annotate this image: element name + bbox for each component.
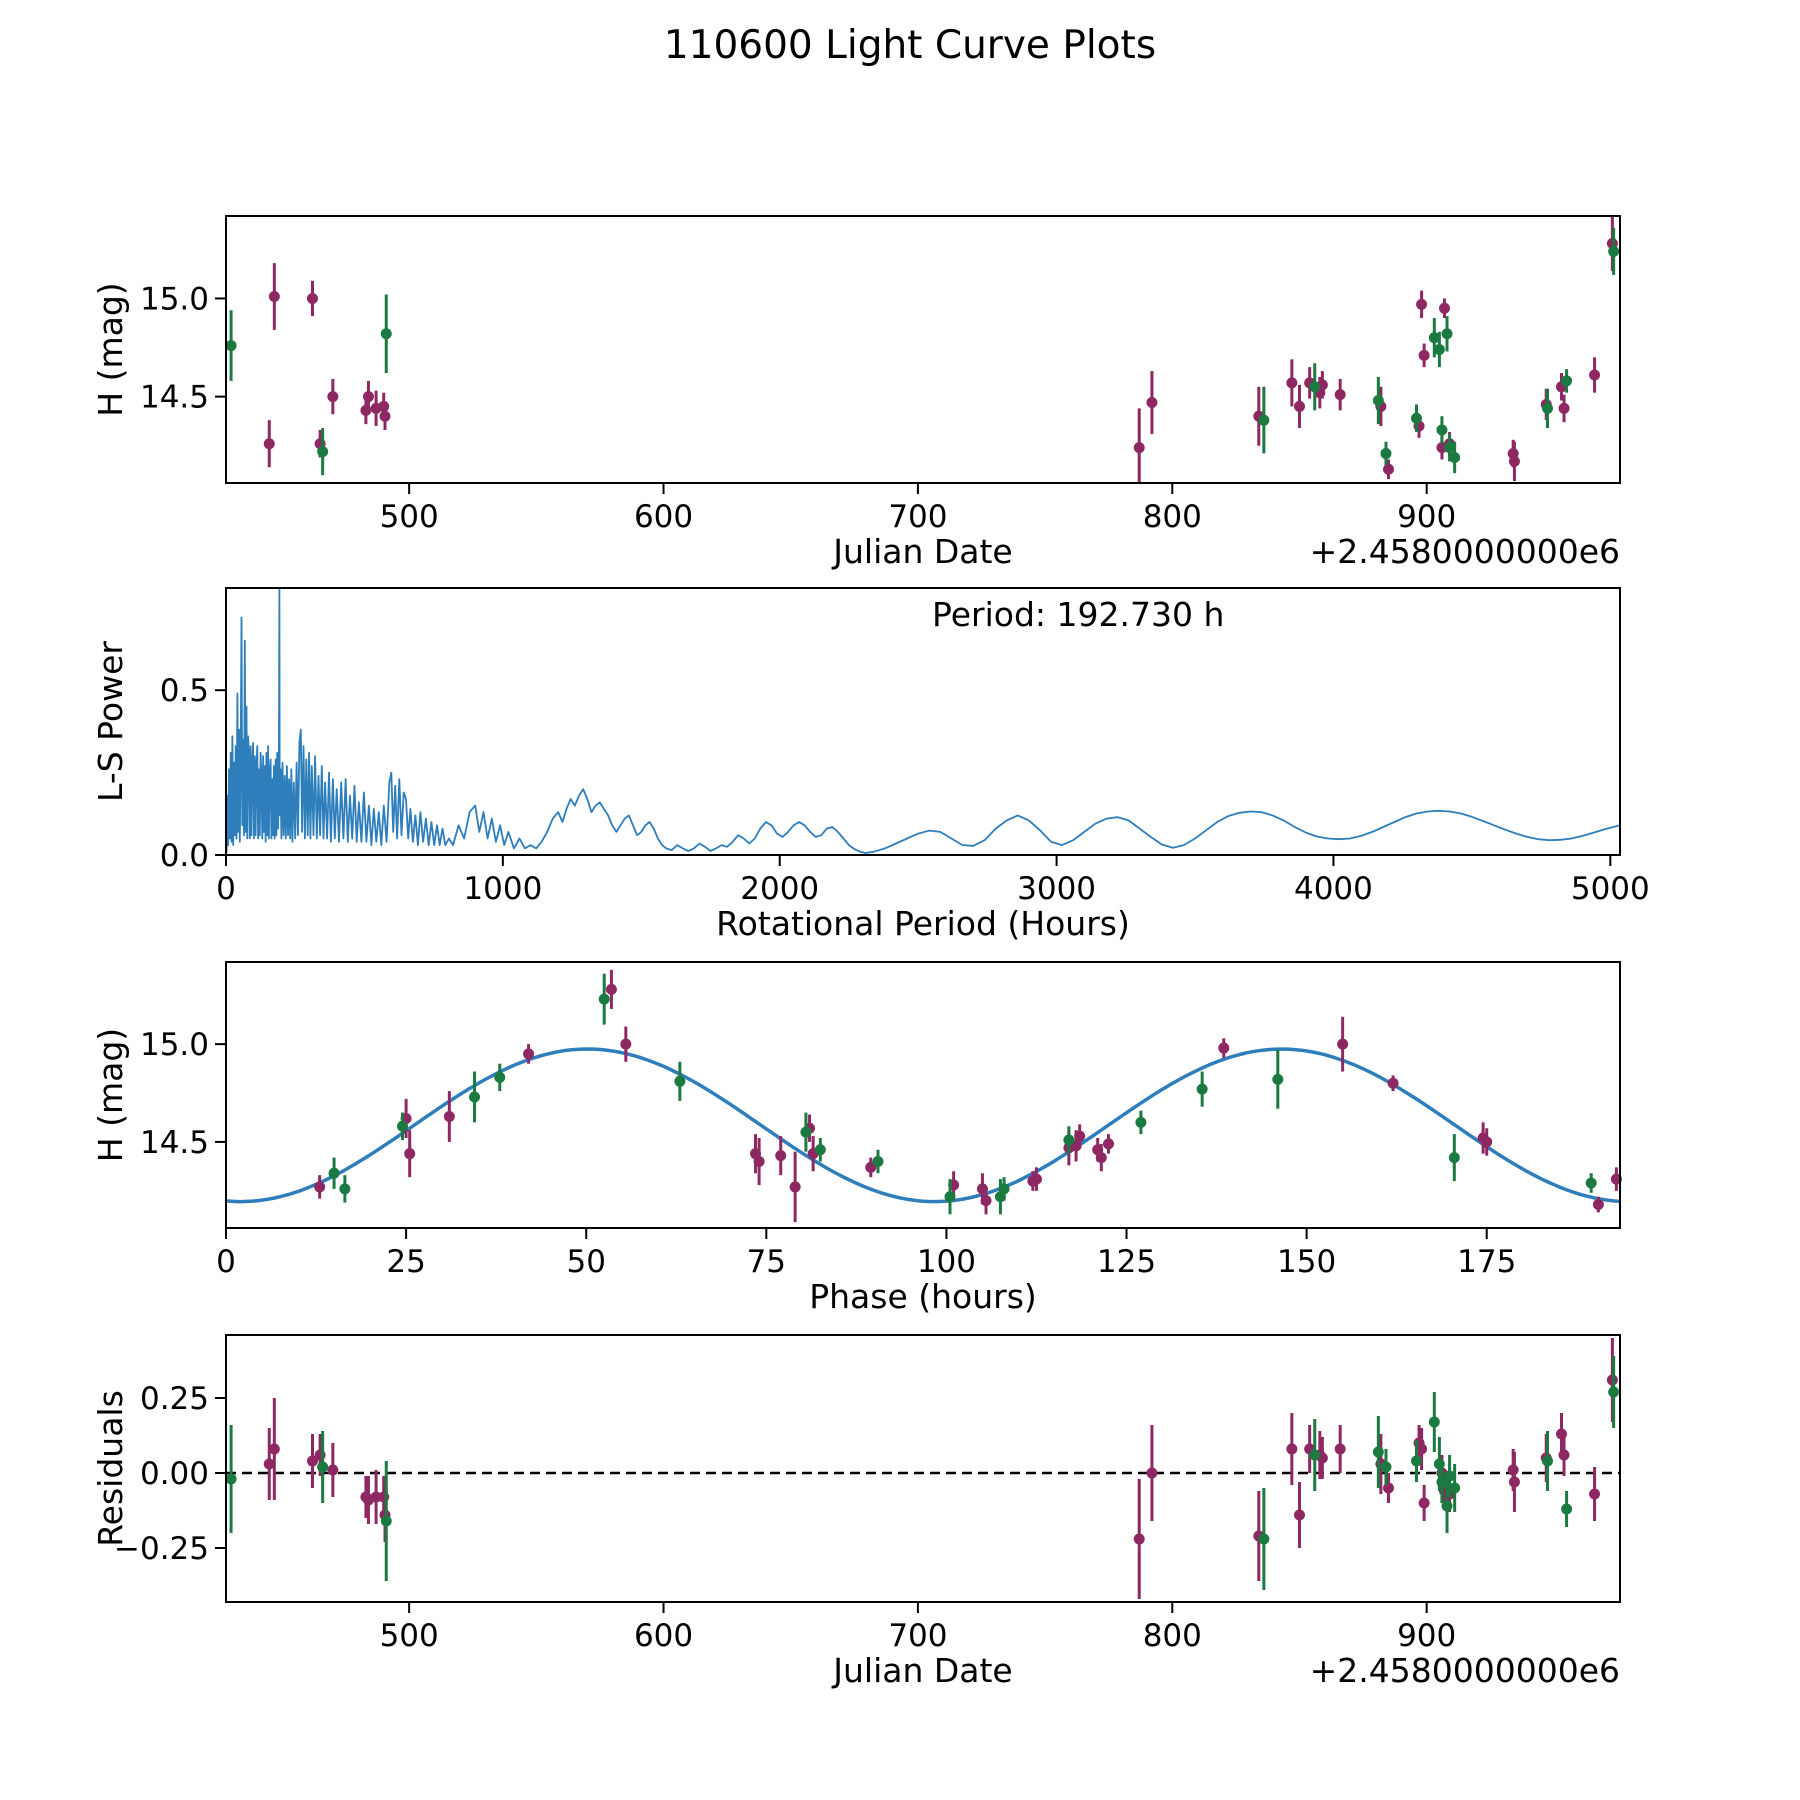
data-point — [381, 1516, 392, 1527]
x-tick-label: 900 — [1397, 1618, 1457, 1654]
x-tick-label: 900 — [1397, 499, 1457, 535]
data-point — [1542, 403, 1553, 414]
data-point — [1561, 1504, 1572, 1515]
data-point — [1309, 1450, 1320, 1461]
data-point — [1103, 1138, 1114, 1149]
data-point — [1419, 350, 1430, 361]
data-point — [1309, 381, 1320, 392]
data-point — [1509, 456, 1520, 467]
data-point — [1586, 1178, 1597, 1189]
data-point — [1063, 1134, 1074, 1145]
data-point — [1416, 299, 1427, 310]
x-tick-label: 600 — [633, 1618, 694, 1654]
x-axis — [216, 1228, 1516, 1280]
x-tick-label: 2000 — [740, 871, 820, 907]
data-point — [1134, 1534, 1145, 1545]
data-point — [1197, 1084, 1208, 1095]
x-tick-label: 600 — [633, 499, 694, 535]
data-point — [1449, 1483, 1460, 1494]
data-point — [1589, 370, 1600, 381]
x-tick-label: 500 — [379, 1618, 439, 1654]
data-point — [1481, 1136, 1492, 1147]
y-axis — [140, 281, 226, 415]
data-point — [1439, 303, 1450, 314]
y-axis — [160, 673, 226, 874]
x-tick-label: 500 — [379, 499, 439, 535]
series-observations-secondary — [226, 228, 1620, 475]
data-point — [1411, 1456, 1422, 1467]
data-point — [1411, 413, 1422, 424]
data-point — [1335, 389, 1346, 400]
x-axis — [380, 1602, 1457, 1654]
data-point — [1258, 1534, 1269, 1545]
x-tick-label: 25 — [386, 1244, 426, 1280]
y-tick-label: −0.25 — [114, 1531, 209, 1567]
figure-title: 110600 Light Curve Plots — [663, 23, 1157, 68]
x-tick-label: 50 — [566, 1244, 606, 1280]
x-tick-label: 125 — [1096, 1244, 1157, 1280]
x-axis — [216, 855, 1650, 907]
y-tick-label: 15.0 — [139, 1027, 209, 1064]
data-point — [1146, 397, 1157, 408]
data-point — [1135, 1117, 1146, 1128]
data-point — [1559, 403, 1570, 414]
y-axis-label: H (mag) — [91, 282, 130, 417]
y-tick-label: 0.25 — [139, 1381, 209, 1417]
x-tick-label: 5000 — [1570, 871, 1650, 907]
data-point — [945, 1191, 956, 1202]
periodogram-curve — [227, 588, 1620, 853]
data-point — [329, 1168, 340, 1179]
x-tick-label: 0 — [216, 1244, 236, 1280]
x-axis-offset-label: +2.4580000000e6 — [1309, 1651, 1620, 1690]
data-point — [264, 438, 275, 449]
y-tick-label: 14.5 — [139, 1124, 209, 1161]
data-point — [800, 1127, 811, 1138]
data-point — [1561, 375, 1572, 386]
plot-frame — [226, 216, 1620, 483]
panel-periodogram — [91, 588, 1650, 943]
y-tick-label: 0.5 — [159, 673, 209, 710]
data-point — [307, 293, 318, 304]
data-point — [1294, 1510, 1305, 1521]
x-tick-label: 1000 — [463, 871, 543, 907]
data-point — [754, 1156, 765, 1167]
y-axis-label: H (mag) — [91, 1027, 130, 1163]
data-point — [1383, 464, 1394, 475]
data-point — [872, 1156, 883, 1167]
x-tick-label: 75 — [746, 1244, 787, 1280]
x-tick-label: 3000 — [1017, 871, 1097, 907]
data-point — [1589, 1489, 1600, 1500]
data-point — [1134, 442, 1145, 453]
x-tick-label: 800 — [1142, 499, 1202, 535]
data-point — [317, 446, 328, 457]
data-point — [1593, 1199, 1604, 1210]
data-point — [815, 1144, 826, 1155]
plot-frame — [226, 1335, 1620, 1602]
data-point — [1335, 1444, 1346, 1455]
data-point — [674, 1076, 685, 1087]
data-point — [444, 1111, 455, 1122]
data-point — [381, 328, 392, 339]
data-point — [1436, 424, 1447, 435]
data-point — [1419, 1498, 1430, 1509]
x-tick-label: 700 — [888, 499, 948, 535]
data-point — [620, 1039, 631, 1050]
data-point — [790, 1181, 801, 1192]
x-tick-label: 4000 — [1293, 871, 1373, 907]
data-point — [999, 1183, 1010, 1194]
series-observations-primary — [264, 216, 1618, 483]
series-residuals-primary — [264, 1338, 1618, 1599]
x-axis-label: Phase (hours) — [809, 1277, 1037, 1316]
data-point — [775, 1150, 786, 1161]
data-point — [404, 1148, 415, 1159]
y-axis-label: Residuals — [91, 1390, 130, 1547]
data-point — [1294, 401, 1305, 412]
x-axis-label: Julian Date — [833, 532, 1013, 571]
x-tick-label: 800 — [1142, 1618, 1202, 1654]
panel-light-curve — [91, 216, 1620, 571]
y-tick-label: 0.00 — [139, 1456, 209, 1492]
data-point — [327, 391, 338, 402]
data-point — [1286, 1444, 1297, 1455]
data-point — [1434, 344, 1445, 355]
data-point — [339, 1183, 350, 1194]
data-point — [1608, 1387, 1619, 1398]
x-tick-label: 0 — [216, 871, 236, 907]
data-point — [1388, 1078, 1399, 1089]
x-axis-label: Rotational Period (Hours) — [716, 904, 1130, 943]
y-tick-label: 15.0 — [139, 281, 209, 318]
data-point — [1373, 395, 1384, 406]
data-point — [1286, 377, 1297, 388]
panel-residuals — [91, 1335, 1620, 1690]
data-point — [269, 1444, 280, 1455]
data-point — [1146, 1468, 1157, 1479]
x-axis-offset-label: +2.4580000000e6 — [1309, 532, 1620, 571]
data-point — [314, 1181, 325, 1192]
x-tick-label: 100 — [916, 1244, 976, 1280]
data-point — [363, 391, 374, 402]
period-annotation: Period: 192.730 h — [932, 595, 1225, 634]
data-point — [1096, 1152, 1107, 1163]
data-point — [606, 984, 617, 995]
data-point — [523, 1048, 534, 1059]
data-point — [1380, 1462, 1391, 1473]
data-point — [1373, 1447, 1384, 1458]
y-tick-label: 0.0 — [159, 838, 209, 874]
data-point — [1608, 246, 1619, 257]
data-point — [317, 1462, 328, 1473]
x-tick-label: 175 — [1457, 1244, 1517, 1280]
data-point — [494, 1072, 505, 1083]
y-axis — [114, 1381, 226, 1567]
data-point — [1542, 1456, 1553, 1467]
data-point — [226, 1474, 237, 1485]
panel-phased-light-curve — [91, 962, 1622, 1316]
data-point — [269, 291, 280, 302]
data-point — [1258, 415, 1269, 426]
y-axis — [140, 1027, 226, 1161]
data-point — [981, 1195, 992, 1206]
data-point — [1449, 452, 1460, 463]
data-point — [1429, 1417, 1440, 1428]
data-point — [1337, 1039, 1348, 1050]
model-fit-curve — [226, 1049, 1620, 1202]
data-point — [1218, 1043, 1229, 1054]
x-tick-label: 150 — [1277, 1244, 1337, 1280]
data-point — [1380, 448, 1391, 459]
series-observations-primary — [314, 970, 1622, 1222]
y-tick-label: 14.5 — [139, 379, 209, 416]
y-axis-label: L-S Power — [91, 641, 130, 802]
data-point — [1272, 1074, 1283, 1085]
x-tick-label: 700 — [888, 1618, 948, 1654]
data-point — [397, 1121, 408, 1132]
data-point — [1031, 1174, 1042, 1185]
data-point — [1074, 1131, 1085, 1142]
data-point — [1509, 1477, 1520, 1488]
x-axis-label: Julian Date — [833, 1651, 1013, 1690]
data-point — [226, 340, 237, 351]
x-axis — [380, 483, 1457, 535]
data-point — [1442, 1501, 1453, 1512]
data-point — [1559, 1450, 1570, 1461]
data-point — [1442, 328, 1453, 339]
panels — [91, 216, 1650, 1690]
data-point — [379, 411, 390, 422]
data-point — [1449, 1152, 1460, 1163]
data-point — [327, 1465, 338, 1476]
data-point — [599, 994, 610, 1005]
data-point — [469, 1091, 480, 1102]
